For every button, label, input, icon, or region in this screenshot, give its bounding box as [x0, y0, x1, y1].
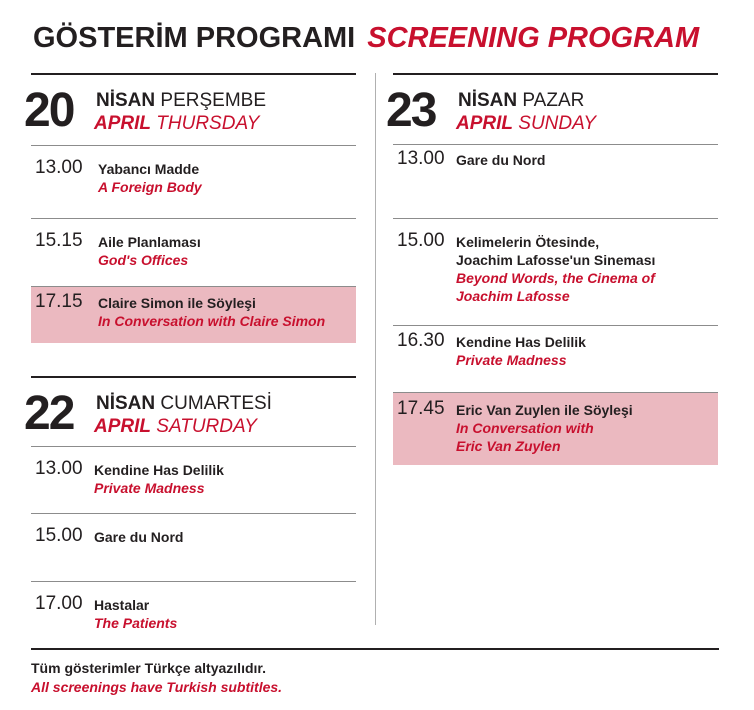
screening-time: 13.00: [35, 157, 83, 178]
screening-time: 16.30: [397, 330, 445, 351]
screening-time: 13.00: [397, 148, 445, 169]
month-name-en: APRIL: [94, 416, 151, 437]
screening-info: [98, 160, 202, 196]
screening-slot: [31, 145, 356, 218]
day-month-english: [456, 113, 596, 135]
day-month-english: [94, 416, 257, 438]
talk-slot-highlighted: [393, 392, 718, 465]
page-title: [33, 22, 699, 55]
screening-info: [456, 333, 586, 369]
screening-slot: [393, 218, 718, 325]
screening-time: 17.00: [35, 593, 83, 614]
screening-slot: [393, 144, 718, 218]
screening-info: [456, 401, 633, 455]
film-title-english: In Conversation with Claire Simon: [98, 313, 326, 329]
day-20: [24, 73, 356, 343]
screening-time: 15.00: [35, 525, 83, 546]
film-title-turkish: Yabancı Madde: [98, 161, 200, 177]
film-title-turkish: Hastalar: [94, 597, 150, 613]
film-title-english-line2: Joachim Lafosse: [456, 288, 570, 304]
day-22: [24, 376, 356, 631]
day-number: 22: [24, 387, 74, 440]
film-title-english: God's Offices: [98, 252, 189, 268]
screening-info: [94, 596, 177, 632]
film-title-english: Beyond Words, the Cinema of: [456, 270, 655, 286]
film-title-turkish: Kelimelerin Ötesinde,: [456, 234, 600, 250]
month-name: NİSAN: [96, 90, 156, 111]
film-title-english: A Foreign Body: [98, 179, 202, 195]
screening-info: [456, 151, 545, 169]
day-header: [386, 75, 718, 144]
screening-time: 17.15: [35, 291, 83, 312]
weekday-name-en: SUNDAY: [518, 113, 597, 134]
film-title-turkish-line2: Joachim Lafosse'un Sineması: [456, 252, 656, 268]
day-number: 20: [24, 84, 74, 137]
day-month-turkish: [96, 90, 266, 112]
day-month-turkish: [96, 393, 272, 415]
screening-slot: [31, 446, 356, 513]
film-title-english: Private Madness: [94, 480, 205, 496]
talk-slot-highlighted: [31, 286, 356, 343]
day-23: [386, 73, 718, 465]
right-column: [386, 73, 718, 465]
film-title-turkish: Kendine Has Delilik: [94, 462, 224, 478]
screening-slot: [31, 581, 356, 631]
screening-time: 13.00: [35, 458, 83, 479]
footer-turkish: Tüm gösterimler Türkçe altyazılıdır.: [31, 660, 266, 676]
title-turkish: GÖSTERİM PROGRAMI: [33, 22, 356, 54]
screening-time: 15.00: [397, 230, 445, 251]
film-title-english: In Conversation with: [456, 420, 594, 436]
month-name-en: APRIL: [94, 113, 151, 134]
day-number: 23: [386, 84, 436, 137]
day-header: [24, 75, 356, 145]
film-title-turkish: Kendine Has Delilik: [456, 334, 586, 350]
title-english: SCREENING PROGRAM: [367, 22, 700, 54]
column-divider: [375, 73, 376, 625]
screening-info: [94, 528, 183, 546]
film-title-turkish: Aile Planlaması: [98, 234, 201, 250]
screening-slot: [393, 325, 718, 392]
weekday-name-en: THURSDAY: [156, 113, 260, 134]
film-title-turkish: Eric Van Zuylen ile Söyleşi: [456, 402, 633, 418]
film-title-turkish: Gare du Nord: [456, 152, 546, 168]
month-name-en: APRIL: [456, 113, 513, 134]
day-header: [24, 378, 356, 446]
film-title-turkish: Gare du Nord: [94, 529, 184, 545]
film-title-english-line2: Eric Van Zuylen: [456, 438, 561, 454]
weekday-name: PAZAR: [522, 90, 585, 111]
footer-english: All screenings have Turkish subtitles.: [31, 679, 283, 695]
day-month-turkish: [458, 90, 584, 112]
weekday-name: CUMARTESİ: [160, 393, 272, 414]
footer-note: [31, 648, 719, 697]
weekday-name: PERŞEMBE: [160, 90, 266, 111]
screening-time: 15.15: [35, 230, 83, 251]
film-title-turkish: Claire Simon ile Söyleşi: [98, 295, 256, 311]
day-month-english: [94, 113, 259, 135]
film-title-english: Private Madness: [456, 352, 567, 368]
month-name: NİSAN: [96, 393, 156, 414]
film-title-english: The Patients: [94, 615, 178, 631]
left-column: [24, 73, 356, 631]
screening-info: [94, 461, 224, 497]
screening-info: [98, 233, 201, 269]
weekday-name-en: SATURDAY: [156, 416, 257, 437]
month-name: NİSAN: [458, 90, 518, 111]
screening-info: [456, 233, 655, 305]
screening-slot: [31, 218, 356, 286]
screening-info: [98, 294, 325, 330]
screening-time: 17.45: [397, 398, 445, 419]
screening-slot: [31, 513, 356, 581]
